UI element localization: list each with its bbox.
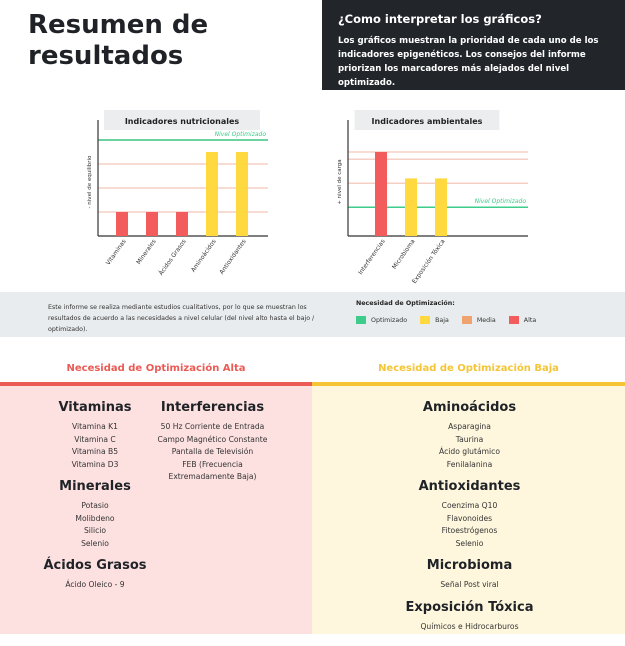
chart-bar [116, 212, 128, 236]
group-heading: Exposición Tóxica [405, 599, 534, 615]
group-heading: Vitaminas [58, 400, 132, 415]
page-title [28, 10, 208, 72]
y-axis-label: + nivel de carga [337, 159, 343, 205]
x-tick-label: Antioxidantes [218, 238, 248, 276]
section-baja-title: Necesidad de Optimización Baja [378, 363, 559, 374]
nutritional-chart [70, 105, 320, 295]
list-item: Asparagina [448, 422, 491, 431]
legend-swatch [356, 316, 366, 324]
list-item: Flavonoides [446, 513, 493, 523]
group-list [30, 421, 160, 471]
legend-title: Necesidad de Optimización: [356, 300, 455, 307]
legend-label: Optimizado [371, 316, 408, 324]
baja-column [382, 400, 557, 641]
optimized-label: Nivel Optimizado [214, 131, 266, 138]
list-item: Vitamina C [74, 434, 116, 444]
group-heading: Interferencias [160, 400, 265, 415]
group-list [382, 621, 557, 634]
chart-title: Indicadores ambientales [371, 117, 483, 126]
page-title-line2: resultados [28, 41, 184, 71]
group-heading: Aminoácidos [422, 400, 517, 415]
chart-bar [375, 152, 387, 236]
chart-bar [405, 178, 417, 236]
chart-bar [435, 178, 447, 236]
x-tick-label: Interferencias [357, 238, 387, 277]
group-heading: Ácidos Grasos [43, 558, 147, 573]
list-item: Coenzima Q10 [441, 501, 498, 510]
list-item: Fitoestrógenos [441, 526, 498, 535]
legend-item [356, 316, 407, 324]
legend-item [509, 316, 536, 324]
list-item: Molibdeno [75, 513, 115, 523]
legend-items [356, 316, 549, 324]
legend-item [420, 316, 449, 324]
list-item: FEB (Frecuencia Extremadamente Baja) [168, 459, 257, 481]
alta-column-2 [150, 400, 275, 492]
chart-title: Indicadores nutricionales [124, 117, 240, 126]
x-tick-label: Vitaminas [104, 238, 128, 267]
list-item: Ácido Oleico - 9 [65, 580, 125, 589]
group-heading: Antioxidantes [418, 479, 521, 494]
x-tick-label: Minerales [135, 238, 158, 266]
group-list [30, 500, 160, 550]
list-item: Ácido glutámico [439, 447, 500, 456]
list-item: Pantalla de Televisión [171, 447, 254, 456]
list-item: Señal Post viral [440, 580, 499, 589]
x-tick-label: Aminoácidos [189, 238, 218, 274]
environmental-chart [320, 105, 560, 295]
list-item: Taurina [455, 434, 484, 444]
x-tick-label: Microbioma [390, 238, 417, 271]
group-heading: Minerales [59, 479, 131, 494]
list-item: 50 Hz Corriente de Entrada [160, 422, 265, 431]
section-alta-title: Necesidad de Optimización Alta [66, 363, 246, 374]
group-heading: Microbioma [426, 558, 513, 573]
list-item: Vitamina D3 [71, 459, 119, 469]
legend-note: Este informe se realiza mediante estudios cualitativos, por lo que se muestran los resultados de acuerdo a las necesidades a nivel celular (del nivel alto hasta el bajo / optimizado). [48, 304, 315, 333]
list-item: Campo Magnético Constante [157, 434, 268, 444]
list-item: Vitamina K1 [72, 422, 118, 431]
list-item: Selenio [81, 538, 109, 548]
x-tick-label: Ácidos Grasos [157, 238, 188, 277]
optimized-label: Nivel Optimizado [474, 198, 526, 206]
legend-swatch [509, 316, 519, 324]
group-list [30, 579, 160, 592]
x-tick-label: Exposición Tóxica [410, 238, 447, 285]
info-text: Los gráficos muestran la prioridad de cada uno de los indicadores epigenéticos. Los consejos del informe priorizan los marcadores más alejados del nivel optimizado. [338, 36, 599, 88]
legend-swatch [420, 316, 430, 324]
chart-bar [176, 212, 188, 236]
list-item: Silicio [83, 526, 107, 535]
group-list [150, 421, 275, 484]
list-item: Potasio [81, 501, 109, 510]
group-list [382, 421, 557, 471]
legend-label: Media [476, 316, 496, 324]
legend-label: Baja [435, 316, 449, 324]
list-item: Selenio [455, 538, 484, 548]
y-axis-label: - nivel de equilibrio [87, 155, 93, 209]
chart-bar [206, 152, 218, 236]
list-item: Fenilalanina [446, 459, 493, 469]
alta-column-1 [30, 400, 160, 600]
legend-swatch [462, 316, 472, 324]
chart-bar [146, 212, 158, 236]
info-box [322, 0, 625, 90]
chart-bar [236, 152, 248, 236]
info-title: ¿Como interpretar los gráficos? [338, 12, 542, 26]
list-item: Vitamina B5 [71, 447, 119, 456]
legend-label: Alta [523, 316, 537, 324]
list-item: Químicos e Hidrocarburos [420, 621, 519, 631]
group-list [382, 500, 557, 550]
page-title-line1: Resumen de [28, 10, 209, 40]
legend-item [462, 316, 496, 324]
group-list [382, 579, 557, 592]
